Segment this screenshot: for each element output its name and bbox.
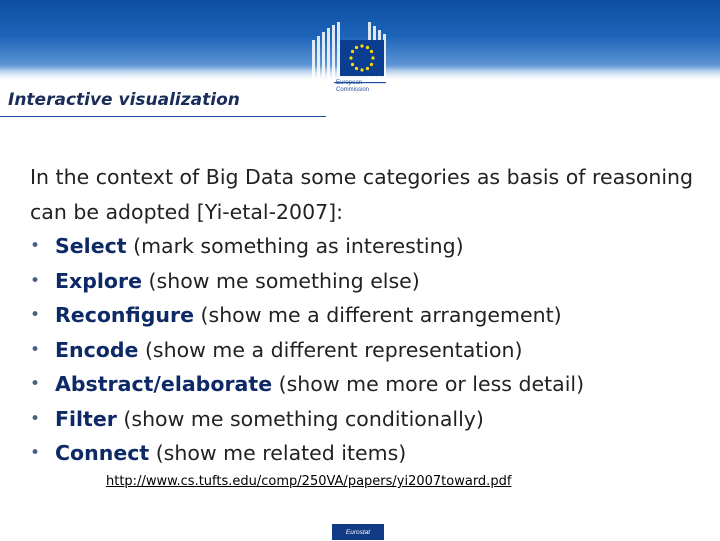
list-item [30,229,700,264]
category-list [30,229,700,471]
bullet-icon: • [30,443,41,463]
bullet-icon: • [30,374,41,394]
bullet-term: Abstract/elaborate [55,372,273,396]
bullet-description: (show me something conditionally) [116,406,484,431]
intro-text: In the context of Big Data some categories as basis of reasoning can be adopted [Yi-etal-2007]: [30,165,694,224]
bullet-term: Explore [55,268,143,293]
bullet-description: (show me something else) [142,268,420,293]
bullet-term: Connect [55,441,150,465]
bullet-term: Encode [55,337,139,362]
bullet-term: Filter [55,406,117,431]
ec-logo-label-line1: European [336,80,363,86]
bullet-icon: • [30,408,41,429]
ec-logo-label-line2: Commission [336,87,370,93]
list-item [30,333,700,368]
list-item [30,367,700,402]
eurostat-logo: Eurostat [332,524,384,540]
bullet-description: (mark something as interesting) [126,234,464,258]
bullet-description: (show me more or less detail) [272,372,585,396]
slide-content [30,160,700,471]
bullet-description: (show me related items) [149,441,407,465]
list-item [30,402,700,437]
list-item [30,436,700,471]
bullet-icon: • [30,339,41,360]
page-title: Interactive visualization [8,90,240,110]
bullet-term: Reconfigure [55,303,194,327]
bullet-icon: • [30,305,41,325]
ec-logo-label [336,80,386,94]
list-item [30,298,700,333]
bullet-icon: • [30,270,41,291]
bullet-term: Select [55,234,127,258]
bullet-icon: • [30,236,41,256]
list-item [30,264,700,299]
reference-link[interactable]: http://www.cs.tufts.edu/comp/250VA/papers/yi2007toward.pdf [106,474,512,489]
bullet-description: (show me a different arrangement) [194,303,562,327]
bullet-description: (show me a different representation) [138,337,523,362]
